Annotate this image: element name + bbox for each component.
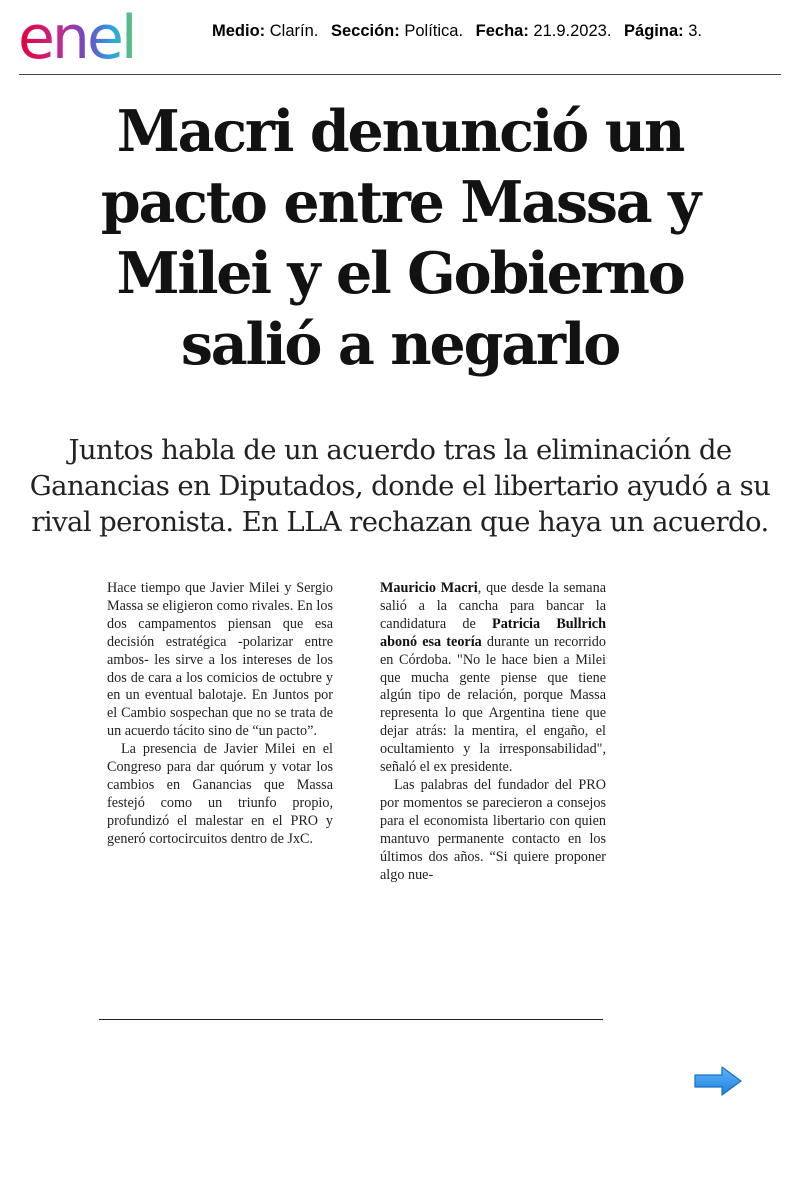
next-page-button[interactable] xyxy=(692,1064,744,1098)
medio-label: Medio: xyxy=(212,22,266,40)
subhead-line: Juntos habla de un acuerdo tras la eliminación de xyxy=(68,434,732,466)
document-metadata xyxy=(212,22,702,41)
paragraph-text: durante un recorrido en Córdoba. "No le hace bien a Milei que mucha gente piense que tiene algún tipo de relación, porque Massa representa lo que Argentina tiene que dejar atrás: la mentira, el engaño, el ocultamiento y la irresponsabilidad", señaló el ex presidente. xyxy=(380,633,606,776)
enel-logo-graphic xyxy=(16,6,180,66)
subhead-line: rival peronista. En LLA rechazan que haya un acuerdo. xyxy=(31,506,769,538)
enel-logo xyxy=(16,6,180,66)
header-divider xyxy=(19,74,781,75)
article-end-divider xyxy=(99,1019,603,1020)
paragraph xyxy=(380,580,606,777)
article-headline xyxy=(30,96,770,380)
seccion-value: Política. xyxy=(404,22,464,40)
paragraph: La presencia de Javier Milei en el Congreso para dar quórum y votar los cambios en Ganancias que Massa festejó como un triunfo propio, profundizó el malestar en el PRO y generó cortocircuitos dentro de JxC. xyxy=(107,741,333,847)
seccion-label: Sección: xyxy=(330,22,400,40)
paragraph: Las palabras del fundador del PRO por momentos se parecieron a consejos para el economista libertario con quien mantuvo permanente contacto en los últimos dos años. “Si quiere proponer algo nue- xyxy=(380,776,606,883)
pagina-value: 3. xyxy=(688,22,702,40)
pagina-label: Página: xyxy=(624,22,684,40)
paragraph: Hace tiempo que Javier Milei y Sergio Massa se eligieron como rivales. En los dos campamentos piensan que esa decisión estratégica -polarizar entre ambos- les sirve a los intereses de los dos de cara a los comicios de octubre y en un eventual balotaje. En Juntos por el Cambio sospechan que no se trata de un acuerdo tácito sino de “un pacto”. xyxy=(107,580,333,740)
emphasis-text: abonó esa teoría xyxy=(380,633,482,650)
person-name: Mauricio Macri xyxy=(380,580,478,596)
fecha-value: 21.9.2023. xyxy=(533,22,612,40)
arrow-right-icon xyxy=(692,1064,744,1098)
headline-line: Macri denunció un xyxy=(116,98,684,165)
article-column-left xyxy=(107,580,333,849)
headline-line: salió a negarlo xyxy=(180,311,620,378)
medio-value: Clarín. xyxy=(269,22,319,40)
paragraph-text: , que desde la semana salió a la cancha para bancar la candidatura de xyxy=(380,580,606,632)
subhead-line: Ganancias en Diputados, donde el libertario ayudó a su xyxy=(29,470,771,502)
logo-text: enel xyxy=(18,6,135,66)
article-column-right xyxy=(380,580,606,884)
person-name: Patricia Bullrich xyxy=(492,615,606,632)
article-subheadline xyxy=(20,432,780,540)
headline-line: pacto entre Massa y xyxy=(100,169,700,236)
headline-line: Milei y el Gobierno xyxy=(116,240,684,307)
fecha-label: Fecha: xyxy=(475,22,529,40)
